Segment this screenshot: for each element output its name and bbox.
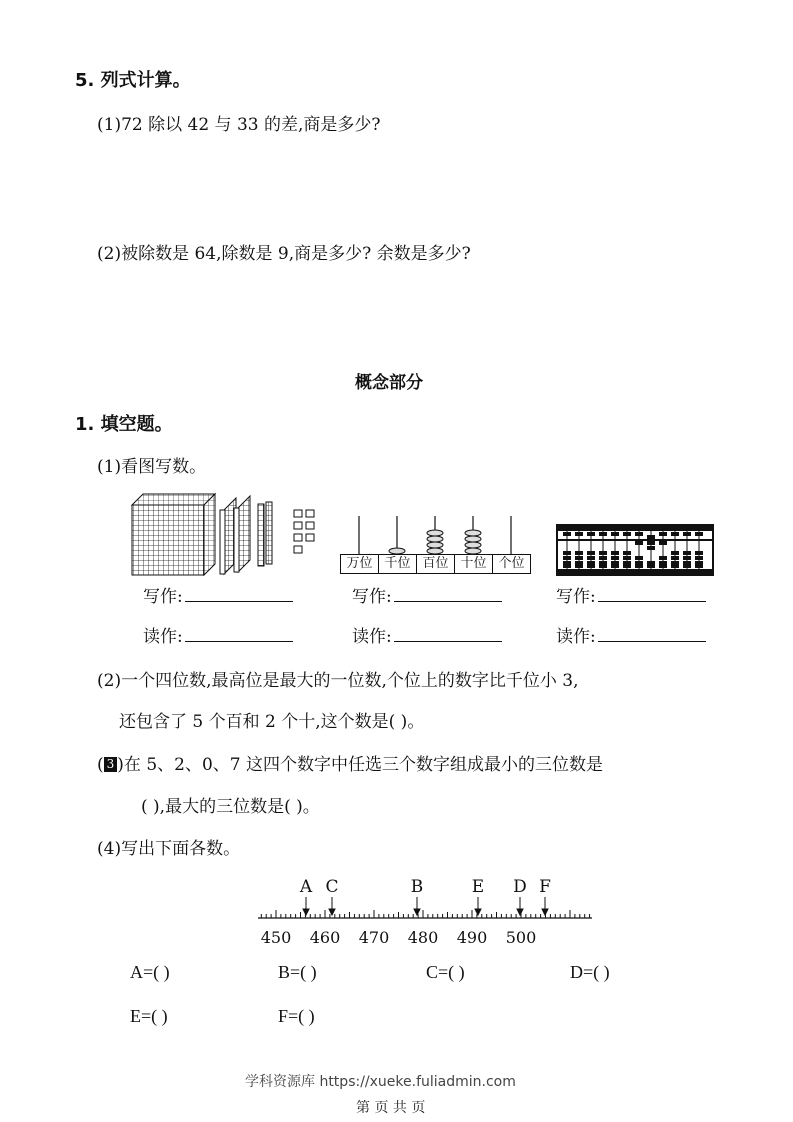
read-label: 读作: bbox=[143, 627, 183, 647]
subquestion-3-line2: ( ),最大的三位数是( )。 bbox=[141, 797, 320, 817]
section-heading-5: 5. 列式计算。 bbox=[75, 70, 191, 91]
place-label: 十位 bbox=[455, 555, 493, 573]
pointer-arrow-head bbox=[475, 909, 481, 915]
point-label-d: D bbox=[513, 877, 527, 897]
read-label: 读作: bbox=[352, 627, 392, 647]
unit-cubes bbox=[294, 510, 314, 553]
pointer-arrow-head bbox=[542, 909, 548, 915]
answer-f[interactable]: F=( ) bbox=[278, 1006, 315, 1026]
write-answer-3 bbox=[556, 582, 706, 607]
answer-b[interactable]: B=( ) bbox=[278, 962, 317, 982]
answer-blank[interactable] bbox=[185, 587, 293, 602]
subquestion-3-text: )在 5、2、0、7 这四个数字中任选三个数字组成最小的三位数是 bbox=[117, 755, 603, 775]
point-label-f: F bbox=[539, 877, 551, 897]
answer-d[interactable]: D=( ) bbox=[570, 962, 610, 982]
write-answer-1 bbox=[143, 582, 293, 607]
answers-row-1 bbox=[130, 962, 610, 983]
number-line bbox=[252, 872, 596, 952]
answer-blank[interactable] bbox=[185, 627, 293, 642]
question-5-2: (2)被除数是 64,除数是 9,商是多少? 余数是多少? bbox=[97, 244, 471, 264]
answer-e[interactable]: E=( ) bbox=[130, 1006, 168, 1026]
read-answer-3 bbox=[556, 622, 706, 647]
subquestion-3-line1 bbox=[97, 750, 603, 775]
read-answer-1 bbox=[143, 622, 293, 647]
write-label: 写作: bbox=[352, 587, 392, 607]
footer-source: 学科资源库 https://xueke.fuliadmin.com bbox=[245, 1074, 516, 1090]
write-label: 写作: bbox=[143, 587, 183, 607]
answer-a[interactable]: A=( ) bbox=[130, 962, 170, 982]
section-title: 概念部分 bbox=[355, 373, 423, 393]
base-ten-blocks-figure bbox=[128, 490, 328, 580]
question-number-badge: 3 bbox=[104, 757, 118, 772]
subquestion-1: (1)看图写数。 bbox=[97, 457, 207, 477]
tick-label: 490 bbox=[456, 928, 488, 947]
tick-label: 500 bbox=[505, 928, 537, 947]
point-label-e: E bbox=[471, 877, 485, 897]
read-label: 读作: bbox=[556, 627, 596, 647]
tick-label: 470 bbox=[358, 928, 390, 947]
answers-row-2 bbox=[130, 1006, 315, 1027]
thousand-cube bbox=[132, 494, 215, 575]
pointer-arrow-head bbox=[414, 909, 420, 915]
abacus-figure bbox=[556, 524, 714, 576]
place-value-labels bbox=[340, 554, 531, 574]
answer-c[interactable]: C=( ) bbox=[426, 962, 465, 982]
question-1-heading: 1. 填空题。 bbox=[75, 414, 173, 435]
tick-label: 450 bbox=[260, 928, 292, 947]
question-5-1: (1)72 除以 42 与 33 的差,商是多少? bbox=[97, 115, 381, 135]
counting-frame-rods bbox=[340, 510, 532, 556]
answer-blank[interactable] bbox=[394, 587, 502, 602]
subquestion-2-line1: (2)一个四位数,最高位是最大的一位数,个位上的数字比千位小 3, bbox=[97, 671, 579, 691]
place-label: 万位 bbox=[341, 555, 379, 573]
beads-hundreds bbox=[427, 530, 443, 554]
answer-blank[interactable] bbox=[598, 587, 706, 602]
read-answer-2 bbox=[352, 622, 502, 647]
pointer-arrow-head bbox=[303, 909, 309, 915]
beads-tens bbox=[465, 530, 481, 554]
subquestion-2-line2: 还包含了 5 个百和 2 个十,这个数是( )。 bbox=[119, 712, 425, 732]
pointer-arrow-head bbox=[517, 909, 523, 915]
write-label: 写作: bbox=[556, 587, 596, 607]
counting-frame-figure bbox=[340, 510, 532, 576]
ten-rod bbox=[258, 502, 272, 566]
point-label-a: A bbox=[299, 877, 313, 897]
tick-label: 460 bbox=[309, 928, 341, 947]
write-answer-2 bbox=[352, 582, 502, 607]
place-label: 百位 bbox=[417, 555, 455, 573]
footer-page: 第 页 共 页 bbox=[356, 1100, 426, 1116]
place-label: 个位 bbox=[498, 556, 525, 571]
point-label-b: B bbox=[410, 877, 424, 897]
answer-blank[interactable] bbox=[394, 627, 502, 642]
answer-blank[interactable] bbox=[598, 627, 706, 642]
subquestion-4: (4)写出下面各数。 bbox=[97, 839, 241, 859]
place-label: 千位 bbox=[379, 555, 417, 573]
point-label-c: C bbox=[325, 877, 339, 897]
open-paren: ( bbox=[97, 755, 104, 775]
tick-label: 480 bbox=[407, 928, 439, 947]
